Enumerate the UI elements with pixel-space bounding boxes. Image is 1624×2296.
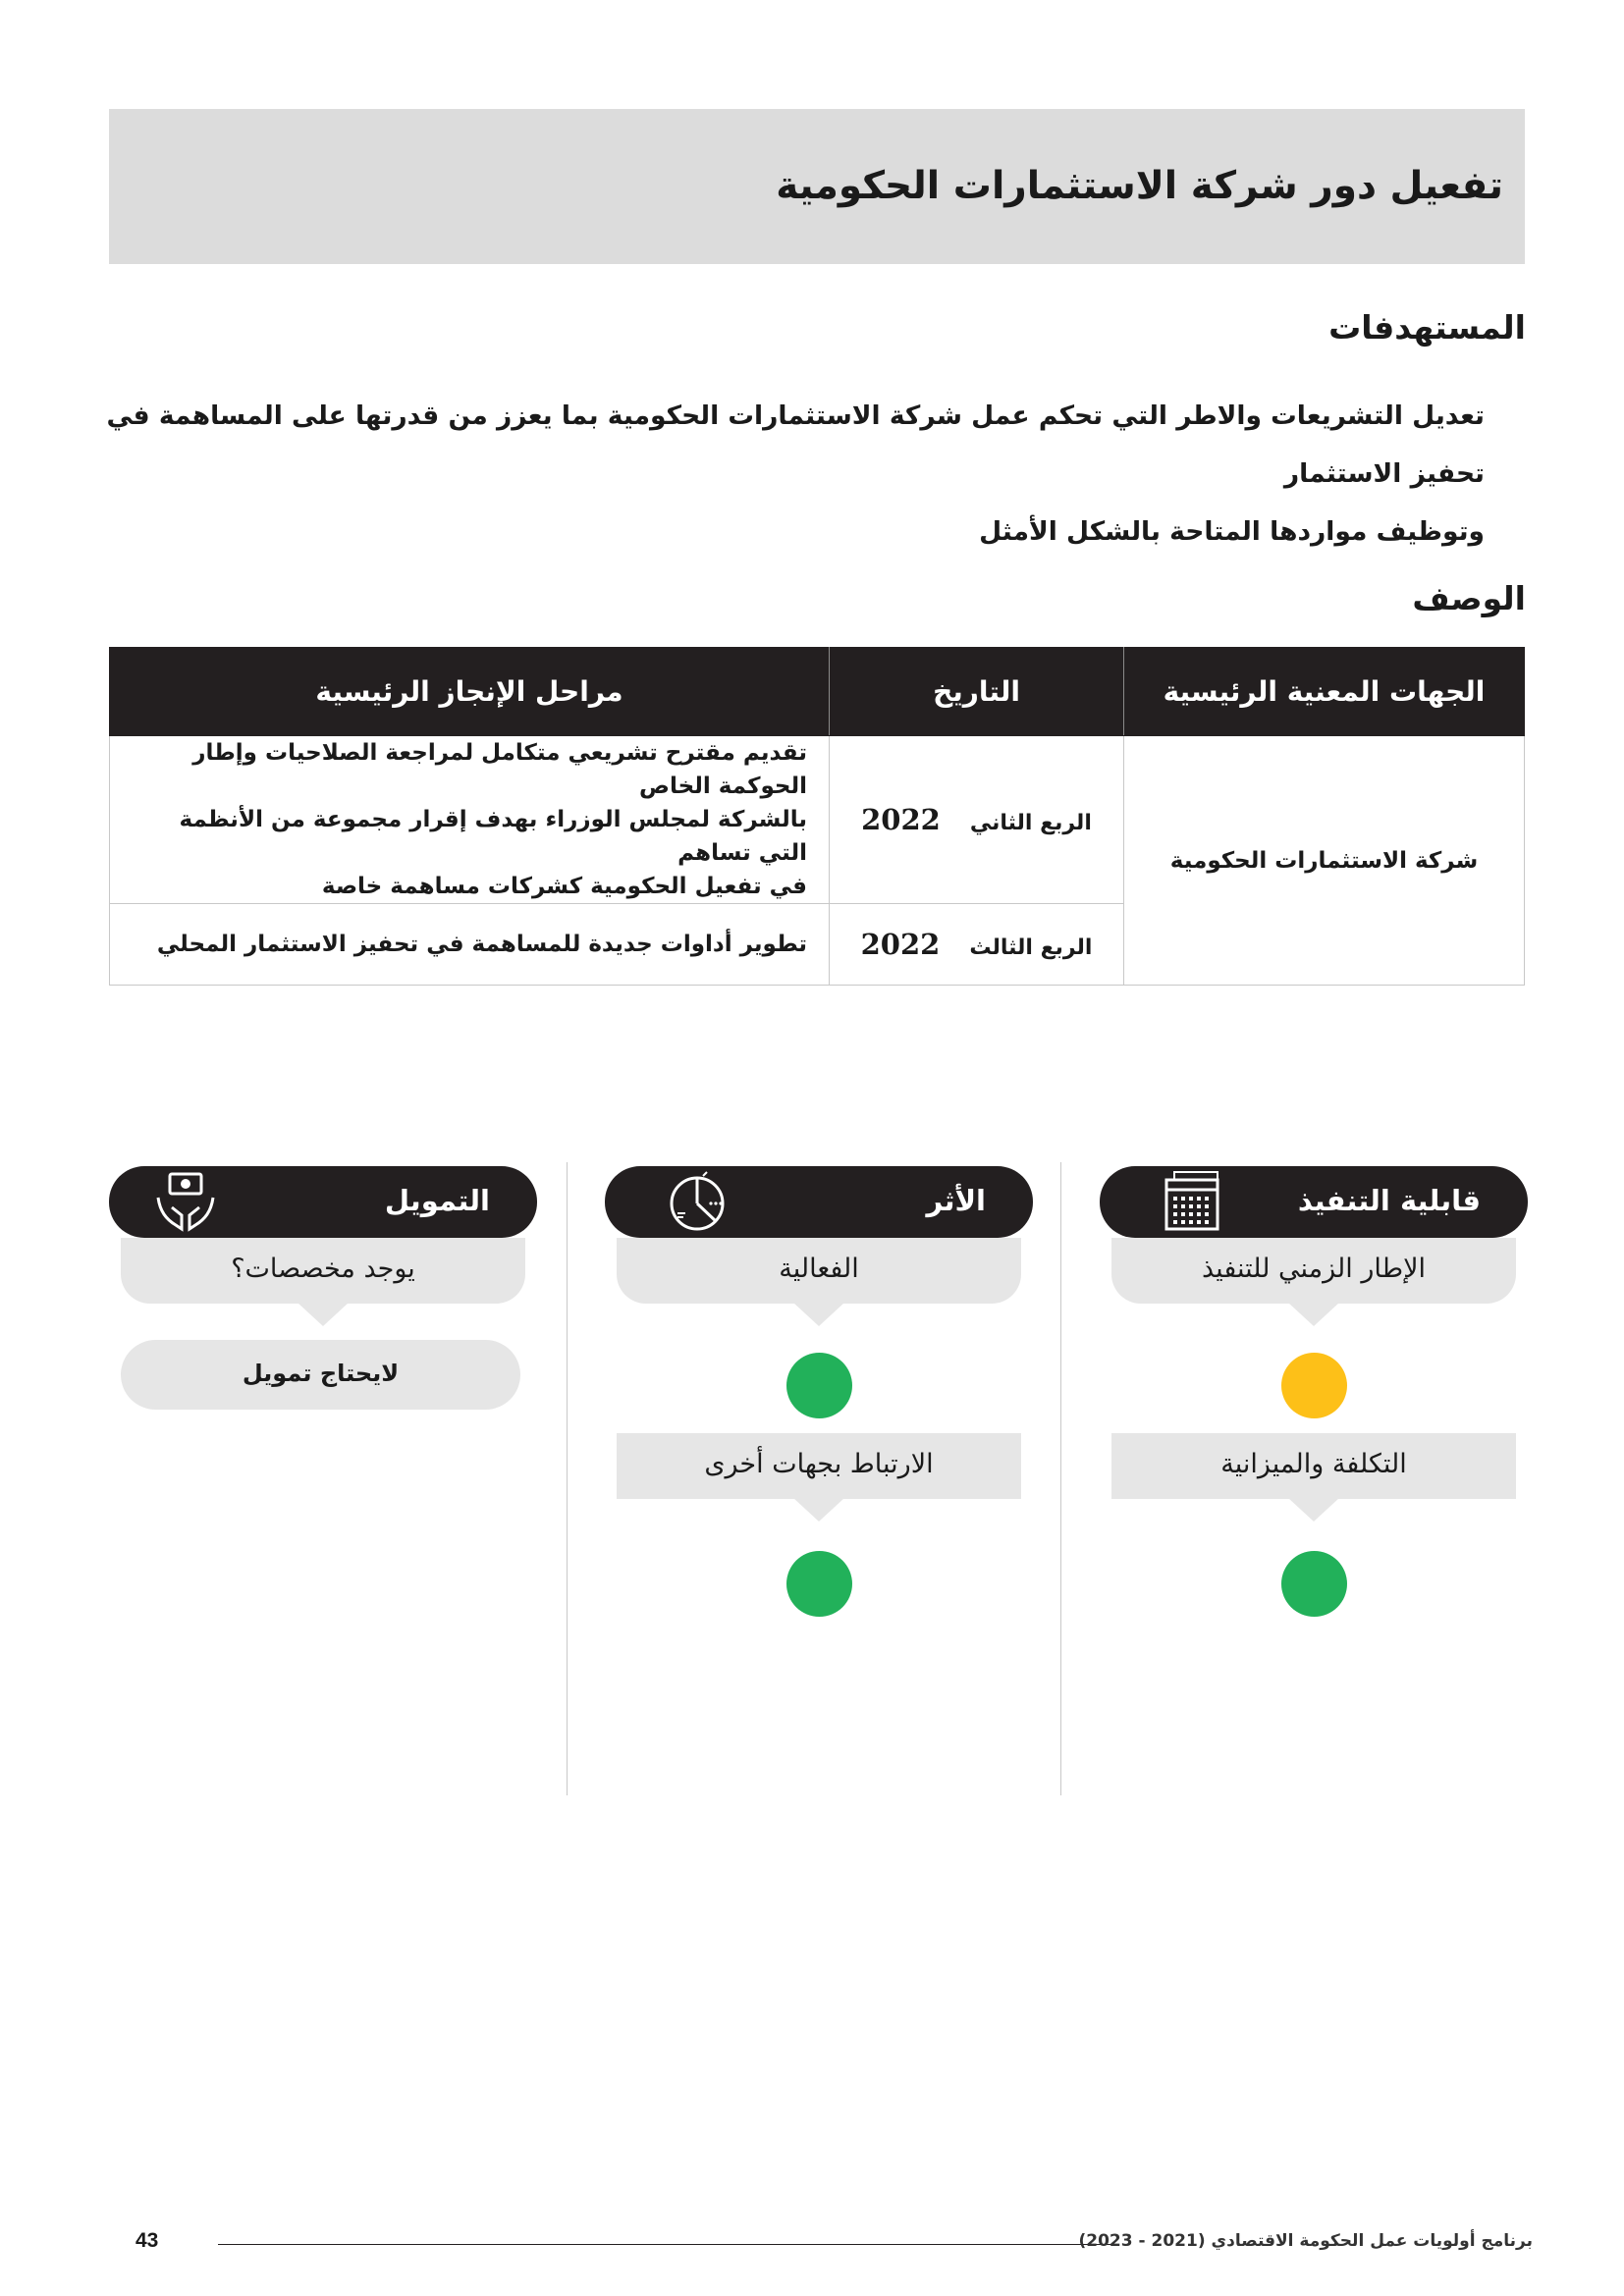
column-divider bbox=[567, 1162, 568, 1795]
description-table bbox=[109, 647, 1525, 986]
page-title: تفعيل دور شركة الاستثمارات الحكومية bbox=[776, 164, 1503, 208]
funding-header bbox=[109, 1166, 537, 1238]
impact-linkage-label bbox=[617, 1433, 1021, 1499]
feasibility-cost-label bbox=[1111, 1433, 1516, 1499]
title-band bbox=[109, 109, 1525, 264]
quarter-label: الربع الثالث bbox=[969, 935, 1093, 960]
targets-line-1: تعديل التشريعات والاطر التي تحكم عمل شركة الاستثمارات الحكومية بما يعزز من قدرتها على المساهمة في تحفيز الاستثمار bbox=[106, 400, 1485, 489]
page-number: 43 bbox=[135, 2229, 159, 2252]
targets-paragraph bbox=[90, 387, 1485, 561]
column-header-entities: الجهات المعنية الرئيسية bbox=[1124, 648, 1525, 736]
bubble-tail bbox=[1288, 1498, 1339, 1522]
stage-line: بالشركة لمجلس الوزراء بهدف إقرار مجموعة من الأنظمة التي تساهم bbox=[179, 807, 807, 866]
funding-answer-label bbox=[121, 1340, 520, 1410]
feasibility-header bbox=[1100, 1166, 1528, 1238]
stage-cell bbox=[110, 736, 830, 904]
stage-line: تقديم مقترح تشريعي متكامل لمراجعة الصلاحيات وإطار الحوكمة الخاص bbox=[192, 740, 807, 799]
funding-question-text: يوجد مخصصات؟ bbox=[231, 1254, 415, 1284]
column-divider bbox=[1060, 1162, 1061, 1795]
timeframe-text: الإطار الزمني للتنفيذ bbox=[1202, 1254, 1426, 1284]
effectiveness-text: الفعالية bbox=[779, 1254, 859, 1284]
feasibility-timeframe-label bbox=[1111, 1238, 1516, 1304]
bubble-tail bbox=[1288, 1303, 1339, 1326]
table-header-row bbox=[110, 648, 1525, 736]
bubble-tail bbox=[298, 1303, 349, 1326]
column-header-stages: مراحل الإنجاز الرئيسية bbox=[110, 648, 830, 736]
date-cell bbox=[830, 904, 1124, 986]
feasibility-label: قابلية التنفيذ bbox=[1297, 1184, 1481, 1217]
bubble-tail bbox=[793, 1498, 844, 1522]
bubble-tail bbox=[793, 1303, 844, 1326]
date-cell bbox=[830, 736, 1124, 904]
funding-label: التمويل bbox=[384, 1184, 490, 1217]
funding-question-label bbox=[121, 1238, 525, 1304]
description-heading: الوصف bbox=[1412, 579, 1526, 617]
entity-cell: شركة الاستثمارات الحكومية bbox=[1124, 736, 1525, 986]
footer-rule bbox=[218, 2244, 1116, 2245]
targets-line-2: وتوظيف مواردها المتاحة بالشكل الأمثل bbox=[979, 516, 1485, 547]
cost-status-dot bbox=[1281, 1551, 1347, 1617]
stage-cell bbox=[110, 904, 830, 986]
calendar-icon bbox=[1161, 1168, 1223, 1235]
stage-line: تطوير أداوات جديدة للمساهمة في تحفيز الاستثمار المحلي bbox=[156, 932, 807, 957]
funding-answer-text: لايحتاج تمويل bbox=[242, 1360, 400, 1387]
stage-line: في تفعيل الحكومية كشركات مساهمة خاصة bbox=[321, 874, 807, 899]
footer-program-title: برنامج أولويات عمل الحكومة الاقتصادي (2021 - 2023) bbox=[1078, 2231, 1533, 2251]
cost-text: التكلفة والميزانية bbox=[1220, 1449, 1407, 1479]
targets-heading: المستهدفات bbox=[1328, 308, 1526, 347]
money-hands-icon bbox=[154, 1168, 217, 1235]
timeframe-status-dot bbox=[1281, 1353, 1347, 1418]
pie-chart-icon bbox=[668, 1168, 731, 1235]
year-label: 2022 bbox=[860, 928, 941, 961]
table-row bbox=[110, 736, 1525, 904]
impact-label: الأثر bbox=[926, 1184, 986, 1217]
column-header-date: التاريخ bbox=[830, 648, 1124, 736]
quarter-label: الربع الثاني bbox=[969, 811, 1092, 835]
impact-header bbox=[605, 1166, 1033, 1238]
year-label: 2022 bbox=[861, 803, 941, 836]
linkage-status-dot bbox=[786, 1551, 852, 1617]
impact-effectiveness-label bbox=[617, 1238, 1021, 1304]
linkage-text: الارتباط بجهات أخرى bbox=[704, 1449, 934, 1479]
effectiveness-status-dot bbox=[786, 1353, 852, 1418]
